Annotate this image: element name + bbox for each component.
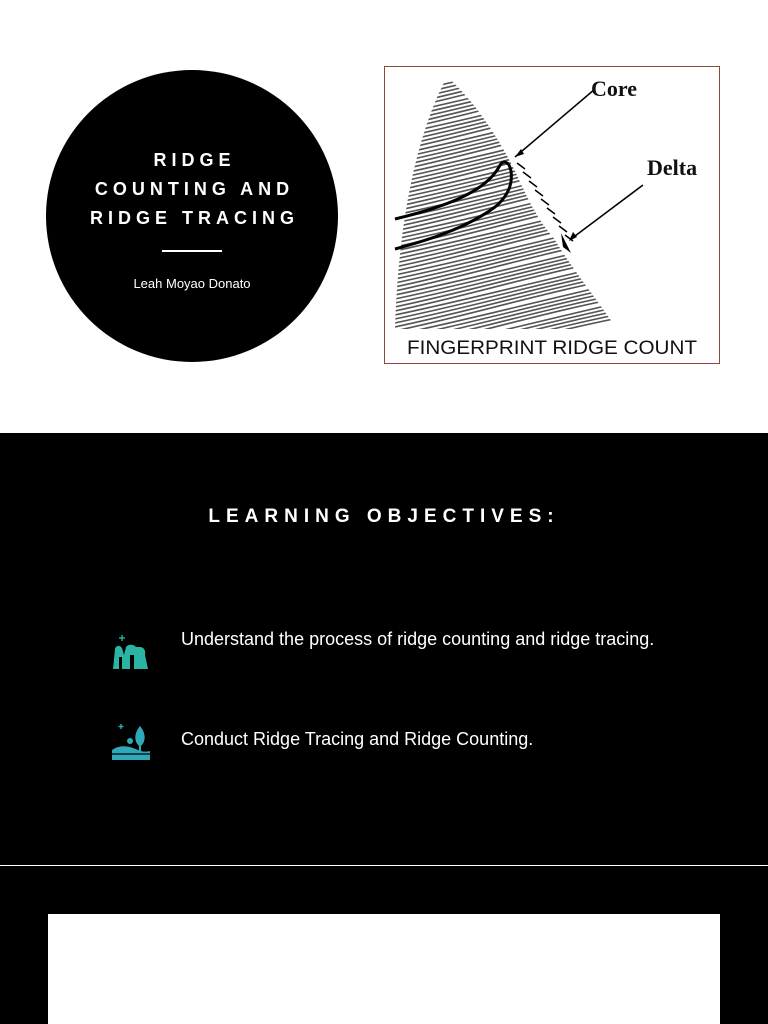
title-line-2: COUNTING AND [94, 179, 295, 199]
ridge-line [385, 241, 645, 301]
objectives-slide [0, 433, 768, 865]
ridge-line [385, 93, 645, 153]
ridge-line [385, 261, 645, 321]
objective-item-1 [110, 629, 670, 679]
objective-text-1: Understand the process of ridge counting and ridge tracing. [181, 629, 655, 649]
core-label: Core [591, 76, 638, 101]
next-slide-panel [48, 914, 720, 1024]
ridge-line [385, 101, 645, 161]
slide-title [46, 146, 338, 233]
count-tick [559, 226, 567, 232]
ridge-line [385, 109, 645, 169]
count-tick [517, 163, 525, 169]
ridge-line [385, 97, 645, 157]
title-circle [46, 70, 338, 362]
ridge-line [385, 105, 645, 165]
delta-pointer-line [571, 185, 643, 239]
fingerprint-ridges [385, 67, 645, 363]
count-tick [535, 190, 543, 196]
count-tick [547, 208, 555, 214]
objective-item-2 [110, 722, 670, 762]
objectives-heading: LEARNING OBJECTIVES: [208, 506, 560, 527]
title-line-1: RIDGE [153, 150, 236, 170]
delta-label: Delta [647, 155, 698, 180]
title-slide [0, 0, 768, 432]
ridge-line [385, 145, 645, 205]
fingerprint-diagram [385, 67, 719, 363]
ridge-line [385, 149, 645, 209]
ridge-line [385, 133, 645, 193]
ridge-line [385, 153, 645, 213]
ridge-line [385, 121, 645, 181]
ridge-line [385, 141, 645, 201]
ridge-line [385, 129, 645, 189]
ridge-line [385, 221, 645, 281]
title-line-3: RIDGE TRACING [90, 208, 299, 228]
rock-formation-icon [110, 633, 152, 675]
figure-caption: FINGERPRINT RIDGE COUNT [407, 338, 698, 359]
next-slide [0, 866, 768, 1024]
ridge-line [385, 113, 645, 173]
count-tick [541, 199, 549, 205]
objective-text-2: Conduct Ridge Tracing and Ridge Counting. [181, 729, 534, 749]
count-tick [523, 172, 531, 178]
ridge-line [385, 125, 645, 185]
ridge-line [385, 117, 645, 177]
title-divider [162, 250, 222, 252]
core-pointer-line [515, 89, 595, 157]
landscape-tree-icon [110, 722, 152, 764]
fingerprint-figure [384, 66, 720, 364]
count-tick [529, 181, 537, 187]
ridge-line [385, 281, 645, 341]
count-tick [553, 217, 561, 223]
author-name: Leah Moyao Donato [133, 276, 251, 291]
